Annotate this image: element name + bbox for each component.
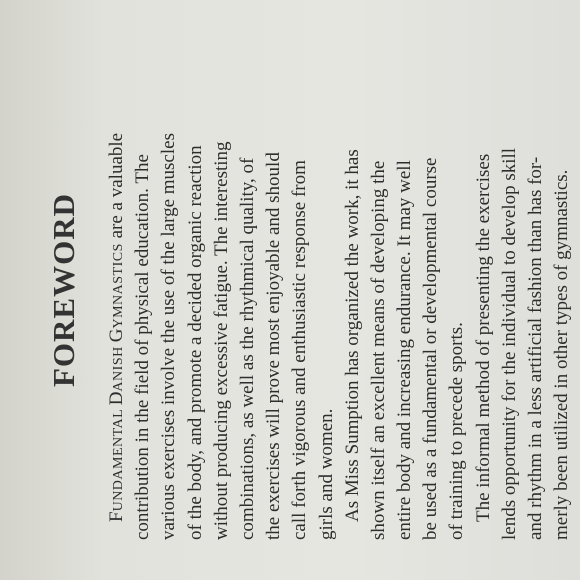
text-line: FUNDAMENTAL DANISH GYMNASTICS are a valuable bbox=[106, 132, 127, 522]
text-line: girls and women. bbox=[315, 408, 337, 540]
text-line: and rhythm in a less artificial fashion than has for- bbox=[525, 156, 546, 540]
text-line: of training to precede sports. bbox=[446, 322, 468, 540]
text-line: be used as a fundamental or developmental course bbox=[420, 157, 442, 540]
page-title: FOREWORD bbox=[46, 193, 81, 387]
text-line: various exercises involve the use of the large muscles bbox=[158, 133, 180, 540]
text-line: The informal method of presenting the exercises bbox=[472, 153, 494, 522]
text-line: lends opportunity for the individual to develop skill bbox=[498, 147, 520, 540]
text-line: shown itself an excellent means of developing the bbox=[367, 160, 389, 540]
text-line: As Miss Sumption has organized the work, it has bbox=[341, 149, 363, 522]
text-line: of the body, and promote a decided organic reaction bbox=[184, 145, 206, 540]
text-line: entire body and increasing endurance. It may well bbox=[394, 160, 416, 540]
text-line: merly been utilized in other types of gymnastics. bbox=[551, 169, 573, 540]
text-line: without producing excessive fatigue. The interesting bbox=[210, 141, 232, 540]
text-line: the exercises will prove most enjoyable and should bbox=[263, 152, 285, 540]
rotated-text-block bbox=[10, 10, 573, 570]
text-line: contribution in the field of physical education. The bbox=[132, 154, 154, 540]
foreword-body bbox=[104, 0, 575, 540]
text-line: call forth vigorous and enthusiastic response from bbox=[289, 160, 311, 540]
text-line: combinations, as well as the rhythmical quality, of bbox=[236, 157, 258, 540]
